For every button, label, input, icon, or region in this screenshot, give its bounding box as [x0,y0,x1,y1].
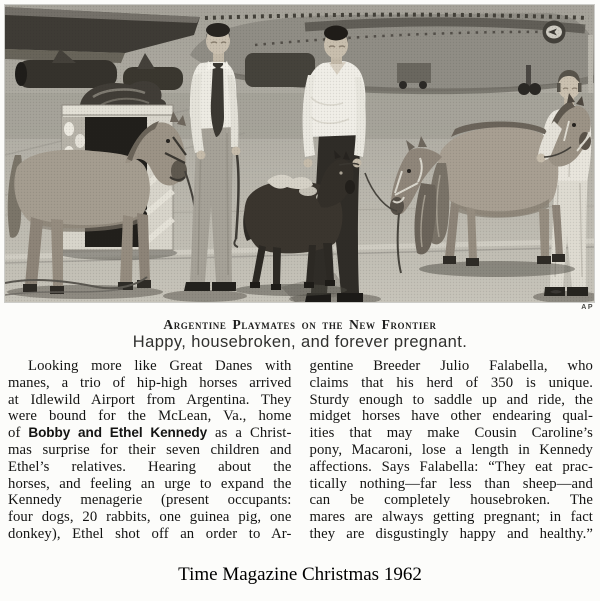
article-text-line [310,492,594,509]
airport-photo [5,5,594,302]
photo-caption-title: Argentine Playmates on the New Frontier [163,317,437,332]
article-column-left [8,358,292,543]
body-text: were bound for the McLean, Va., home [8,408,292,425]
article-text-line [310,358,594,375]
body-text: they are disgustingly happy and healthy.” [309,525,593,542]
article-text-line [8,358,292,375]
body-text: ities that may make Cousin Caroline’s [309,425,593,442]
article-text-line [310,476,594,493]
article-text-line [8,526,292,543]
article-text-line [8,375,292,392]
body-text: claims that his herd of 350 is unique. [309,374,593,391]
body-text: of [8,425,29,442]
body-text: Kennedy menagerie (present occupants: [8,492,292,509]
body-text: Looking more like Great Danes with [28,358,292,374]
article-text-line [8,459,292,476]
bold-name-text: Bobby and Ethel Kennedy [28,425,208,441]
article-text-line [310,375,594,392]
article-text-line [8,442,292,459]
body-text: Sturdy enough to saddle up and ride, the [309,391,593,408]
body-text: Ethel’s relatives. Hearing about the [8,458,292,475]
body-text: four dogs, 20 rabbits, one guinea pig, one [8,509,292,526]
body-text: horses, and feeling an urge to expand the [8,475,292,492]
article-text-line [310,425,594,442]
article-text-line [8,408,292,425]
photo-credit: AP [581,304,594,311]
body-text: gentine Breeder Julio Falabella, who [309,358,593,374]
body-text: mas surprise for their seven children and [8,441,292,458]
article-text-line [310,408,594,425]
photo-scene [5,5,594,302]
article-text-line [310,442,594,459]
article-text-line [310,526,594,543]
article-text-line [310,392,594,409]
body-text: as a Christ- [207,425,292,442]
article-text-line [8,476,292,493]
body-text: manes, a trio of hip-high horses arrived [8,374,292,391]
body-text: midget horses have other endearing qual- [309,408,593,425]
article-text-line [8,425,292,442]
body-text: donkey), Ethel shot off an order to Ar- [8,525,292,542]
article-text-line [310,459,594,476]
article-text-line [8,492,292,509]
article-text-line [8,392,292,409]
source-caption: Time Magazine Christmas 1962 [178,564,422,585]
body-text: pony, Macaroni, lose a length in Kennedy [309,441,593,458]
body-text: can be completely housebroken. The [309,492,593,509]
article-column-right [310,358,594,543]
body-text: affections. Says Falabella: “They eat prac- [309,458,593,475]
halftone-overlay [5,5,594,302]
body-text: mares are always getting pregnant; in fact [309,509,593,526]
photo-caption-subtitle: Happy, housebroken, and forever pregnant. [132,333,468,351]
article-columns [8,358,593,543]
body-text: tically nothing—far less than sheep—and [309,475,593,492]
article-text-line [8,509,292,526]
article-text-line [310,509,594,526]
body-text: at Idlewild Airport from Argentina. They [8,391,292,408]
